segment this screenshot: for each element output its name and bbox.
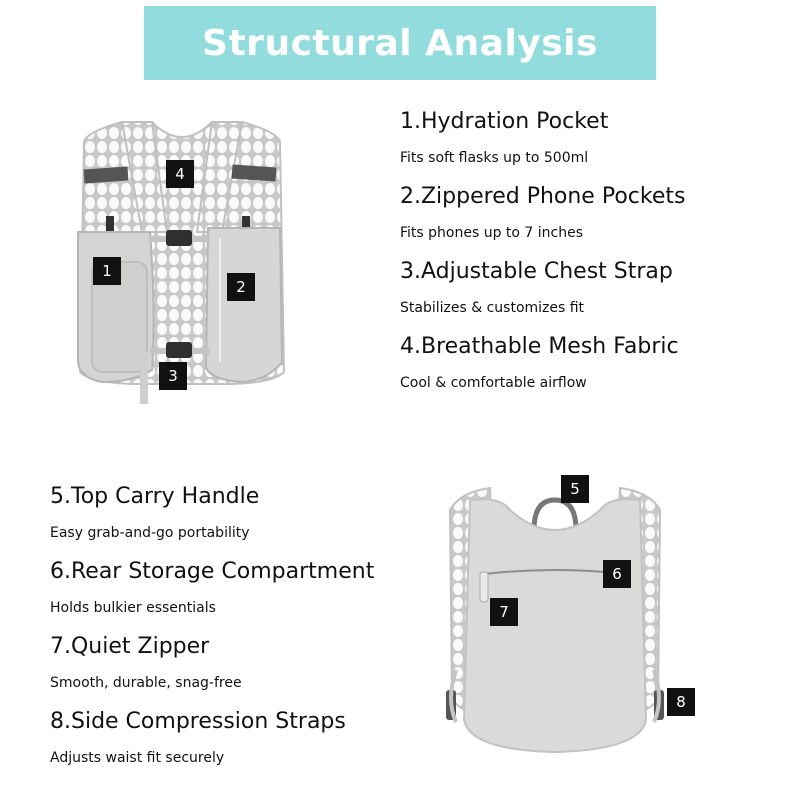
feature-3 (400, 259, 673, 317)
feature-5 (50, 484, 259, 542)
feature-desc: Fits soft flasks up to 500ml (400, 150, 589, 166)
feature-title: 2.Zippered Phone Pockets (400, 184, 686, 209)
badge-5: 5 (561, 475, 589, 503)
badge-3: 3 (159, 362, 187, 390)
badge-4: 4 (166, 160, 194, 188)
feature-title: 3.Adjustable Chest Strap (400, 259, 673, 284)
title-banner (144, 6, 656, 80)
badge-2: 2 (227, 273, 255, 301)
feature-8 (50, 709, 346, 767)
feature-4 (400, 334, 679, 392)
badge-6: 6 (603, 560, 631, 588)
feature-desc: Holds bulkier essentials (50, 600, 216, 616)
badge-8: 8 (667, 688, 695, 716)
feature-6 (50, 559, 374, 617)
badge-1: 1 (93, 257, 121, 285)
feature-desc: Stabilizes & customizes fit (400, 300, 585, 316)
feature-desc: Cool & comfortable airflow (400, 375, 587, 391)
feature-desc: Smooth, durable, snag-free (50, 675, 242, 691)
feature-2 (400, 184, 685, 242)
feature-1 (400, 109, 608, 167)
feature-desc: Fits phones up to 7 inches (400, 225, 584, 241)
feature-title: 6.Rear Storage Compartment (50, 559, 375, 584)
feature-title: 4.Breathable Mesh Fabric (400, 334, 679, 359)
feature-title: 7.Quiet Zipper (50, 634, 210, 659)
badge-7: 7 (490, 598, 518, 626)
vest-back-image (440, 470, 670, 760)
page-title: Structural Analysis (202, 22, 598, 64)
feature-desc: Easy grab-and-go portability (50, 525, 250, 541)
feature-desc: Adjusts waist fit securely (50, 750, 225, 766)
feature-title: 1.Hydration Pocket (400, 109, 609, 134)
feature-title: 5.Top Carry Handle (50, 484, 260, 509)
feature-7 (50, 634, 242, 692)
feature-title: 8.Side Compression Straps (50, 709, 346, 734)
